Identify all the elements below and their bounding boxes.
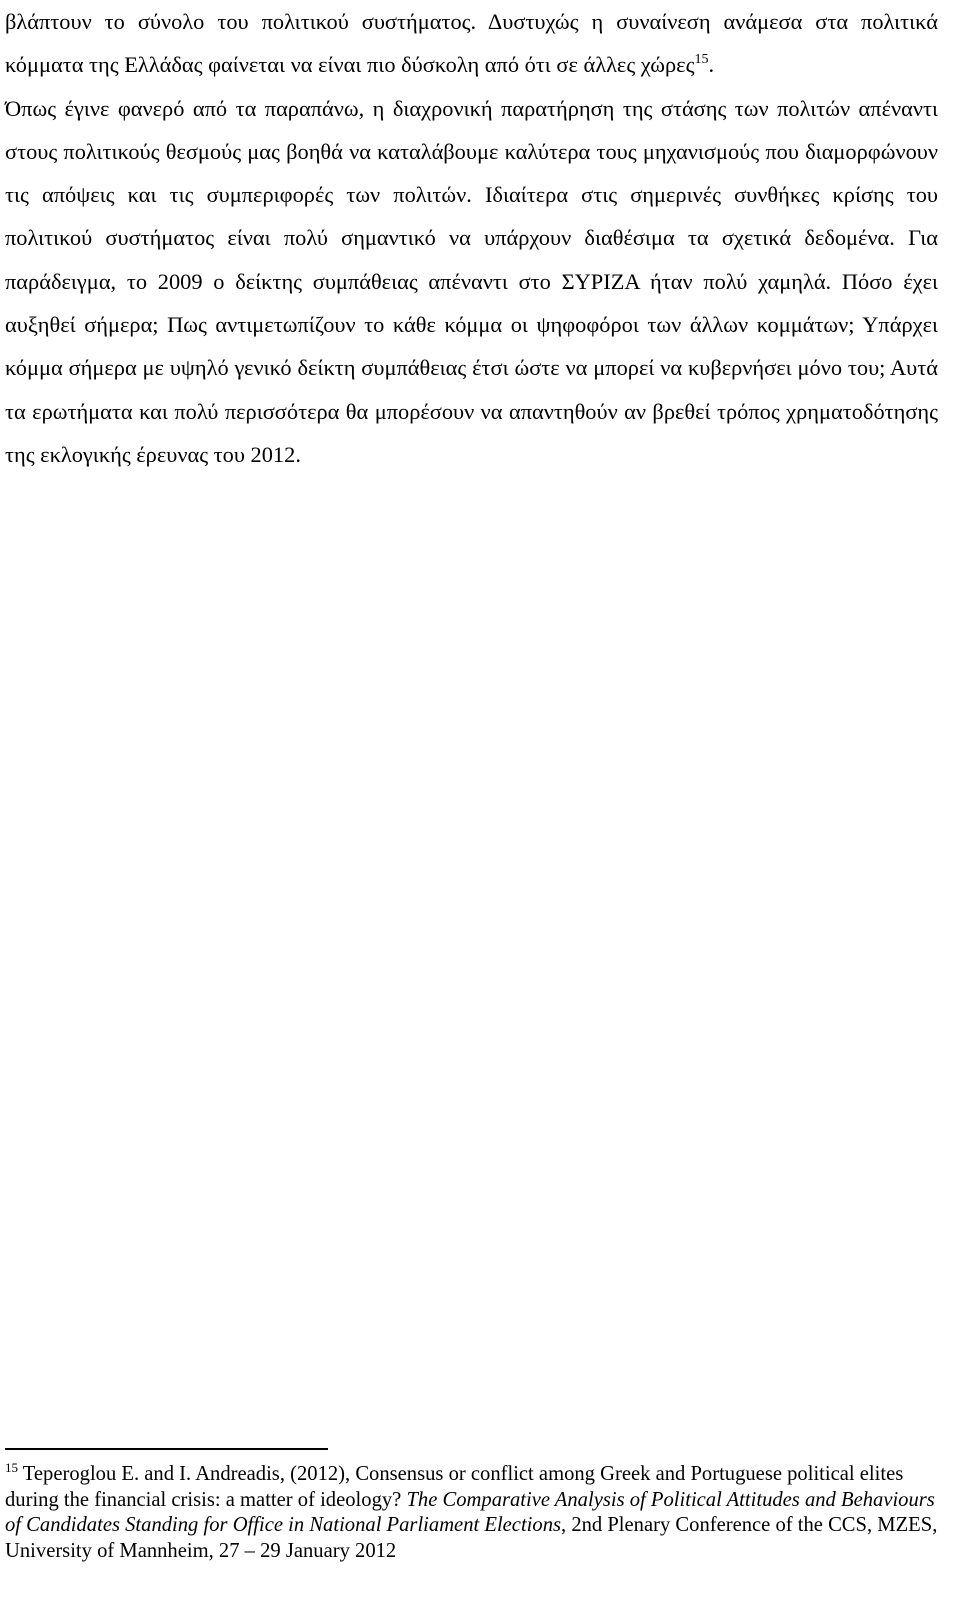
paragraph-2: Όπως έγινε φανερό από τα παραπάνω, η διαχρονική παρατήρηση της στάσης των πολιτών απέναντι στους πολιτικούς θεσμούς μας βοηθά να καταλάβουμε καλύτερα τους μηχανισμούς που διαμορφώνουν τις απόψεις και τις συμπεριφορές των πολιτών. Ιδιαίτερα στις σημερινές συνθήκες κρίσης του πολιτικού συστήματος είναι πολύ σημαντικό να υπάρχουν διαθέσιμα τα σχετικά δεδομένα. Για παράδειγμα, το 2009 ο δείκτης συμπάθειας απέναντι στο ΣΥΡΙΖΑ ήταν πολύ χαμηλά. Πόσο έχει αυξηθεί σήμερα; Πως αντιμετωπίζουν το κάθε κόμμα οι ψηφοφόροι των άλλων κομμάτων; Υπάρχει κόμμα σήμερα με υψηλό γενικό δείκτη συμπάθειας έτσι ώστε να μπορεί να κυβερνήσει μόνο του; Αυτά τα ερωτήματα και πολύ περισσότερα θα μπορέσουν να απαντηθούν αν βρεθεί τρόπος χρηματοδότησης της εκλογικής έρευνας του 2012. [5,95,938,467]
footnote-reference: 15 [694,52,709,68]
footnote-italic-title: The Comparative Analysis of Political Attitudes and Behaviours of Candidates Standing for Office in National Parliament Elections [5,1488,935,1537]
paragraph-1-end: . [708,52,715,78]
footnote-separator [5,1448,328,1450]
footnote-number: 15 [5,1460,18,1475]
paragraph-1-text: βλάπτουν το σύνολο του πολιτικού συστήματος. Δυστυχώς η συναίνεση ανάμεσα στα πολιτικά κόμματα της Ελλάδας φαίνεται να είναι πιο δύσκολη από ότι σε άλλες χώρες [5,9,938,78]
footnote-text: Teperoglou E. and I. Andreadis, (2012), Consensus or conflict among Greek and Portuguese political elites during the financial crisis: a matter of ideology? [5,1463,904,1511]
footnote [5,1462,940,1565]
paragraph-1 [5,0,938,87]
footnote-text-end: , 2nd Plenary Conference of the CCS, MZES, University of Mannheim, 27 – 29 January 2012 [5,1514,938,1563]
body-text [5,0,938,476]
